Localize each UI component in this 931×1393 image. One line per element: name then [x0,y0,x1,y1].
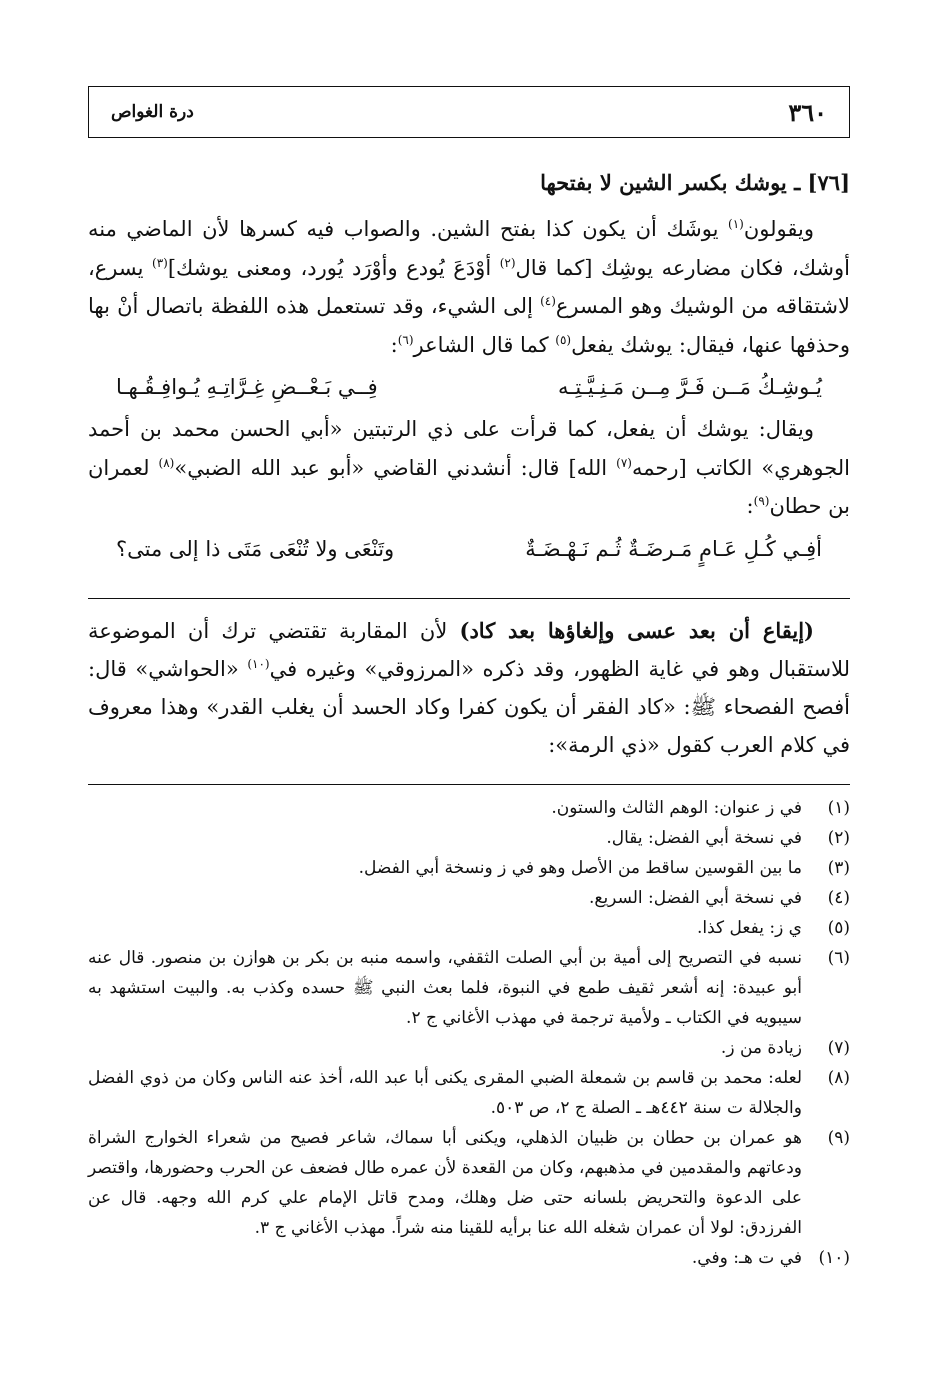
divider-rule [88,598,850,599]
text-run: الله] قال: أنشدني القاضي «أبو عبد الله الضبي» [174,455,617,480]
footnote-text: زيادة من ز. [720,1038,802,1058]
page-number: ٣٦٠ [788,97,827,127]
footnote-text: في ت هـ: وفي. [691,1248,802,1268]
verse-1-first-hemistich: يُـوشِـكُ مَــن فَـرَّ مِــن مَـنِـيَّـتِـه [558,375,822,399]
verse-1-second-hemistich: فِــي بَـعْــضِ غِـرَّاتِـهِ يُـوافِـقُـهـا [116,375,378,399]
footnote-text: لعله: محمد بن قاسم بن شمعلة الضبي المقرى يكنى أبا عبد الله، أخذ عنه الناس وكان من ذوي الفضل والجلالة ت سنة ٤٤٢هـ ـ الصلة ج ٢، ص ٥٠٣. [88,1068,802,1118]
footnote [88,913,850,943]
section-title: [٧٦] ـ يوشك بكسر الشين لا بفتحها [540,170,850,195]
footnote-text: ما بين القوسين ساقط من الأصل وهو في ز ونسخة أبي الفضل. [358,858,802,878]
footnote [88,793,850,823]
text-run: إلى الشيء، وقد تستعمل هذه اللفظة باتصال أنْ بها وحذفها عنها، فيقال: يوشك يفعل [88,294,850,357]
footnote-ref: (٩) [753,494,770,508]
verse-2-second-hemistich: وتَنْعَى ولا تُنْعَى مَتَى ذا إلى متى؟ [116,536,395,561]
footnote-number: (١٠) [818,1248,850,1268]
footnote-ref: (٣) [152,255,168,270]
text-run: أوْدَعَ يُودع وأوْرَد يُورد، ومعنى يوشك] [167,255,500,280]
footnote-text: هو عمران بن حطان بن ظبيان الذهلي، ويكنى أبا سماك، شاعر فصيح من شعراء الخوارج الشراة ودعاتهم والمقدمين في مذهبهم، وكان من القعدة لأن عمره طال فضعف عن الحرب وحضورها، واقتصر على الدعوة والتحريض بلسانه حتى ضل وهلك، ومدح قاتل الإمام علي كرم الله وجهه. قال عن الفرزدق: لولا أن عمران شغله الله عنا برأيه للقينا منه شراً. مهذب الأغاني ج ٣. [88,1128,802,1238]
footnote-number: (٣) [827,858,850,878]
footnote [88,1243,850,1273]
text-run: يوشَك أن يكون كذا بفتح الشين. والصواب فيه كسرها لأن الماضي منه أوشك، فكان مضارعه يوشِك [كما قال [88,217,850,280]
footnote-text: ي ز: يفعل كذا. [696,918,802,938]
footnote-ref: (٧) [616,455,632,470]
footnotes [88,793,850,1273]
footnote-ref: (٤) [540,294,556,308]
footnote-number: (٧) [827,1038,850,1058]
footnote-text: في نسخة أبي الفضل: السريع. [589,888,802,908]
footnote-text: في ز عنوان: الوهم الثالث والستون. [551,798,802,818]
verse-2-first-hemistich: أفِـي كُـلِ عَـامٍ مَـرضَـةٌ ثُـم نَـهْـضَـةٌ [525,536,822,561]
footnote-number: (٩) [827,1128,850,1148]
footnote [88,1123,850,1243]
footnote-number: (٦) [827,948,850,968]
text-run: لأن المقاربة تقتضي ترك أن الموضوعة للاستقبال وهو في غاية الظهور، وقد ذكره «المرزوقي» وغيره في [88,619,850,681]
running-title: درة الغواص [111,102,194,122]
text-run: ويقال: يوشك أن يفعل، كما قرأت على ذي الرتبتين «أبي الحسن محمد بن أحمد الجوهري» الكاتب [رحمه [88,417,850,480]
paragraph-1 [88,210,850,364]
footnote-ref: (٦) [397,332,414,347]
verse-1 [88,364,850,410]
footnote-ref: (١) [728,217,744,231]
main-text [88,210,850,572]
footnote-number: (٥) [827,918,850,938]
commentary [88,612,850,764]
footnote-ref: (٥) [555,332,572,347]
footnote-number: (٤) [827,888,850,908]
footnote [88,883,850,913]
text-run: : [746,494,754,518]
footnote [88,853,850,883]
footnote-ref: (٢) [499,255,516,270]
footnote-text: نسبه في التصريح إلى أمية بن أبي الصلت الثقفي، واسمه منبه بن بكر بن هوازن بن منصور. قال عنه أبو عبيدة: إنه أشعر ثقيف طمع في النبوة، فلما بعث النبي ﷺ حسده وكذب به. والبيت استشهد به سيبويه في الكتاب ـ ولأمية ترجمة في مهذب الأغاني ج ٢. [88,948,802,1028]
footnote [88,943,850,1033]
text-run: لعمران بن حطان [88,455,850,518]
text-run: : [390,332,398,357]
footnote-number: (٨) [827,1068,850,1088]
verse-2 [88,526,850,572]
footnote-number: (١) [827,798,850,818]
text-run: «الحواشي» قال: أفصح الفصحاء ﷺ: «كاد الفقر أن يكون كفرا وكاد الحسد أن يغلب القدر» وهذا معروف في كلام العرب كقول «ذي الرمة»: [88,657,850,757]
footnote [88,1033,850,1063]
book-page [88,0,850,1393]
footnote [88,1063,850,1123]
text-run: يسرع، لاشتقاقه من الوشيك وهو المسرع [88,255,850,318]
footnote-text: في نسخة أبي الفضل: يقال. [606,828,802,848]
commentary-keyword: (إيقاع أن بعد عسى وإلغاؤها بعد كاد) [459,618,814,643]
page-header [88,86,850,138]
text-run: ويقولون [743,217,814,241]
footnote-ref: (١٠) [247,657,270,671]
paragraph-2 [88,410,850,526]
footnote-number: (٢) [827,828,850,848]
commentary-paragraph [88,612,850,764]
footnote-divider [88,784,850,785]
footnote [88,823,850,853]
text-run: كما قال الشاعر [413,332,556,357]
footnote-ref: (٨) [158,455,175,470]
